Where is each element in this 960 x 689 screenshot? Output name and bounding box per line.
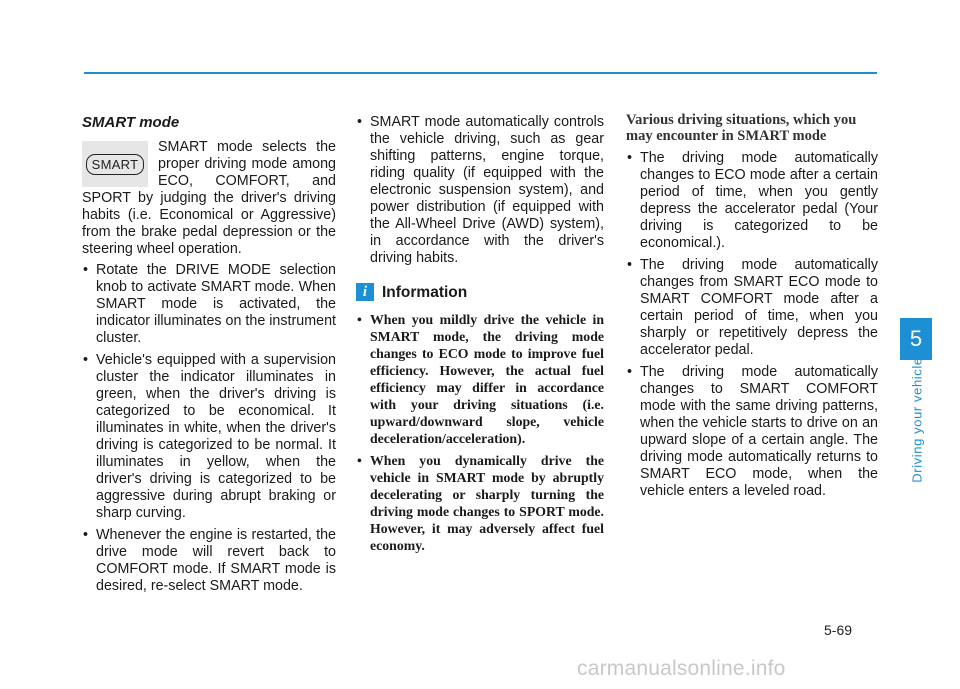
driving-situations-heading: Various driving situations, which you may encounter in SMART mode xyxy=(626,112,857,144)
list-item: • The driving mode automatically changes to SMART COMFORT mode with the same driving patterns, when the vehicle starts to drive on an upward slope of a certain angle. The driving mode automatically returns to SMART ECO mode, when the vehicle enters a leveled road. xyxy=(626,364,878,500)
list-item: • Whenever the engine is restarted, the drive mode will revert back to COMFORT mode. If SMART mode is desired, re-select SMART mode. xyxy=(82,527,336,595)
smart-mode-indicator-icon xyxy=(82,141,148,187)
right-bullet-list xyxy=(626,150,878,500)
information-title: Information xyxy=(382,283,468,301)
list-item: • The driving mode automatically changes from SMART ECO mode to SMART COMFORT mode after a certain period of time, when you sharply or repetitively depress the accelerator pedal. xyxy=(626,257,878,359)
left-column xyxy=(82,108,336,600)
chapter-title: Driving your vehicle xyxy=(909,357,925,483)
middle-column xyxy=(356,108,604,559)
list-item: • When you mildly drive the vehicle in SMART mode, the driving mode changes to ECO mode to improve fuel efficiency. However, the actual fuel efficiency may differ in accordance with your driving situations (i.e. upward/downward slope, vehicle deceleration/acceleration). xyxy=(356,311,604,447)
right-column xyxy=(626,108,878,505)
smart-intro-text: SMART mode selects the proper driving mode among ECO, COMFORT, and SPORT by judging the driver's driving habits (i.e. Economical or Aggressive) from the brake pedal depression or the steering wheel operation. xyxy=(82,139,336,257)
info-icon: i xyxy=(356,283,374,301)
list-item: • Vehicle's equipped with a supervision cluster the indicator illuminates in green, when the driver's driving is categorized to be economical. It illuminates in white, when the driver's driving is categorized to be normal. It illuminates in yellow, when the driver's driving is categorized to be aggressive during abrupt braking or sharp curving. xyxy=(82,352,336,522)
list-item: • When you dynamically drive the vehicle in SMART mode by abruptly decelerating or sharply turning the driving mode changes to SPORT mode. However, it may adversely affect fuel economy. xyxy=(356,452,604,554)
list-item: • Rotate the DRIVE MODE selection knob to activate SMART mode. When SMART mode is activated, the indicator illuminates on the instrument cluster. xyxy=(82,262,336,347)
information-list xyxy=(356,311,604,554)
smart-intro xyxy=(82,139,336,258)
list-item: • SMART mode automatically controls the vehicle driving, such as gear shifting patterns, engine torque, riding quality (if equipped with the electronic suspension system), and power distribution (if equipped with the All-Wheel Drive (AWD) system), in accordance with the driver's driving habits. xyxy=(356,114,604,267)
left-bullet-list xyxy=(82,262,336,595)
chapter-number-tab: 5 xyxy=(900,318,932,360)
middle-bullet-list xyxy=(356,114,604,267)
information-header xyxy=(356,283,604,301)
watermark: carmanualsonline.info xyxy=(577,657,786,680)
page-number: 5-69 xyxy=(824,622,853,638)
header-rule xyxy=(84,72,877,74)
smart-mode-heading: SMART mode xyxy=(82,114,180,131)
list-item: • The driving mode automatically changes to ECO mode after a certain period of time, when you gently depress the accelerator pedal (Your driving is categorized to be economical.). xyxy=(626,150,878,252)
smart-badge-label: SMART xyxy=(86,154,145,175)
